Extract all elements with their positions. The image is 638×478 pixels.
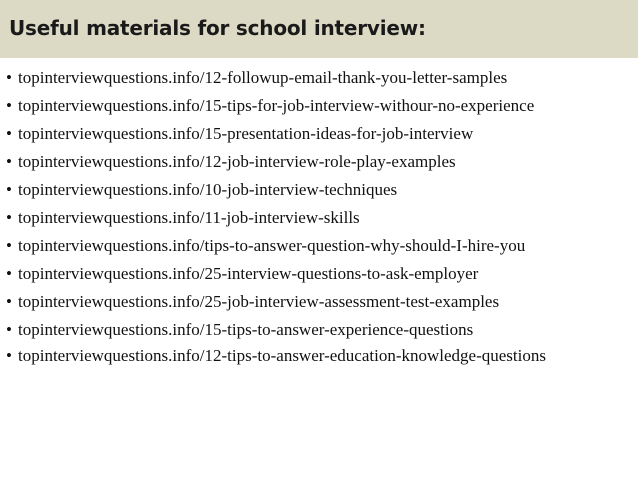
list-item[interactable] — [6, 176, 634, 204]
list-item[interactable] — [6, 92, 634, 120]
bullet-icon: • — [6, 320, 12, 339]
resource-link[interactable]: topinterviewquestions.info/10-job-interview-techniques — [18, 180, 398, 199]
list-item[interactable] — [6, 204, 634, 232]
bullet-icon: • — [6, 264, 12, 283]
resource-link[interactable]: topinterviewquestions.info/12-job-interview-role-play-examples — [18, 152, 456, 171]
bullet-icon: • — [6, 346, 12, 365]
title-banner — [0, 0, 638, 58]
bullet-icon: • — [6, 180, 12, 199]
resource-link[interactable]: topinterviewquestions.info/15-tips-to-answer-experience-questions — [18, 320, 474, 339]
resource-link[interactable]: topinterviewquestions.info/25-interview-questions-to-ask-employer — [18, 264, 479, 283]
slide-title: Useful materials for school interview: — [9, 16, 426, 40]
bullet-icon: • — [6, 236, 12, 255]
resource-link[interactable]: topinterviewquestions.info/12-followup-email-thank-you-letter-samples — [18, 68, 508, 87]
list-item[interactable] — [6, 316, 634, 342]
resource-link[interactable]: topinterviewquestions.info/tips-to-answer-question-why-should-I-hire-you — [18, 236, 526, 255]
list-item[interactable] — [6, 148, 634, 176]
list-item[interactable] — [6, 232, 634, 260]
bullet-icon: • — [6, 96, 12, 115]
bullet-icon: • — [6, 124, 12, 143]
resource-link[interactable]: topinterviewquestions.info/11-job-interview-skills — [18, 208, 360, 227]
list-item[interactable] — [6, 342, 634, 368]
list-item[interactable] — [6, 64, 634, 92]
resource-link[interactable]: topinterviewquestions.info/15-presentation-ideas-for-job-interview — [18, 124, 474, 143]
resource-link[interactable]: topinterviewquestions.info/25-job-interview-assessment-test-examples — [18, 292, 500, 311]
bullet-icon: • — [6, 208, 12, 227]
resource-link[interactable]: topinterviewquestions.info/15-tips-for-job-interview-withour-no-experience — [18, 96, 535, 115]
list-item[interactable] — [6, 288, 634, 316]
resource-link[interactable]: topinterviewquestions.info/12-tips-to-answer-education-knowledge-questions — [18, 346, 546, 365]
bullet-icon: • — [6, 292, 12, 311]
bullet-icon: • — [6, 152, 12, 171]
list-item[interactable] — [6, 260, 634, 288]
list-item[interactable] — [6, 120, 634, 148]
resource-link-list — [6, 64, 634, 368]
bullet-icon: • — [6, 68, 12, 87]
